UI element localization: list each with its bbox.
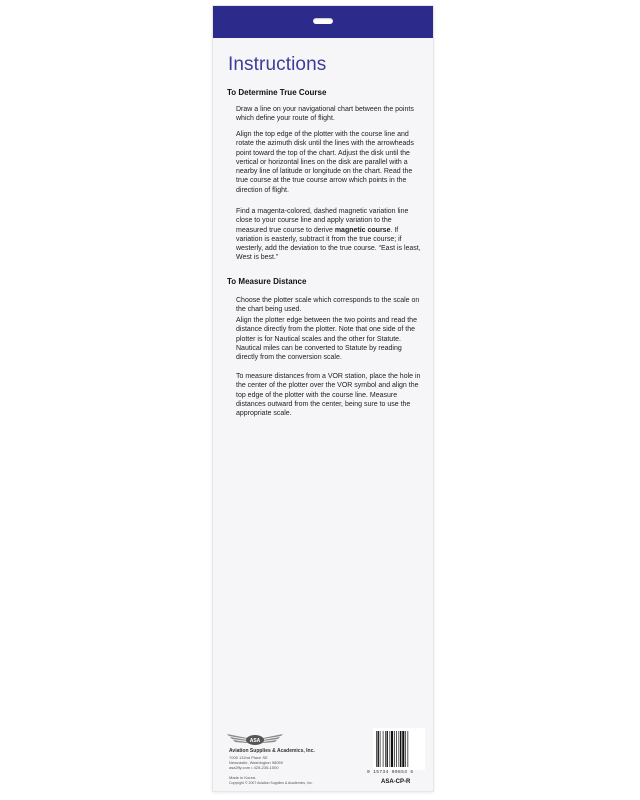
copyright: Copyright © 2007 Aviation Supplies & Academics, Inc.: [229, 781, 313, 785]
svg-text:ASA: ASA: [249, 738, 261, 744]
paragraph: Find a magenta-colored, dashed magnetic variation line close to your course line and apply variation to the measured true course to derive magnetic course. If variation is easterly, subtract it from the true course; if westerly, add the deviation to the true course. “East is least, West is best.”: [236, 208, 421, 262]
paragraph: Align the plotter edge between the two points and read the distance directly from the plotter. Note that one side of the plotter is for Nautical scales and the other for Statute. Nautical miles can be converted to Statute by reading directly from the conversion scale.: [236, 317, 417, 362]
address-line: Newcastle, Washington 98059: [229, 760, 283, 765]
asa-wings-logo-icon: [225, 728, 285, 748]
barcode-number: 0 15734 00853 6: [367, 770, 414, 775]
paragraph: Align the top edge of the plotter with the course line and rotate the azimuth disk until the lines with the arrowheads point toward the top of the chart. Adjust the disk until the vertical or horizontal lines on the disk are parallel with a nearby line of latitude or longitude on the chart. Read the true course at the true course arrow which points in the direction of flight.: [236, 131, 414, 194]
company-name: Aviation Supplies & Academics, Inc.: [229, 748, 315, 754]
section-heading-distance: To Measure Distance: [227, 277, 307, 286]
page-title: Instructions: [228, 54, 327, 75]
product-sku: ASA-CP-R: [381, 779, 411, 785]
paragraph: To measure distances from a VOR station, place the hole in the center of the plotter over the VOR symbol and align the top edge of the plotter with the course line. Measure distances outward from the center, being sure to use the appropriate scale.: [236, 373, 421, 418]
header-band: [213, 6, 433, 38]
address-line: asa2fly.com • 425-235-1500: [229, 765, 279, 770]
bold-term: magnetic course: [334, 226, 391, 234]
hang-hole: [313, 18, 333, 24]
barcode-icon: [373, 728, 425, 770]
footer: [213, 726, 433, 791]
made-in: Made in Korea.: [229, 775, 257, 780]
paragraph: Choose the plotter scale which corresponds to the scale on the chart being used.: [236, 297, 420, 314]
product-card: [213, 6, 433, 791]
address-line: 7005 132nd Place SE: [229, 755, 268, 760]
paragraph: Draw a line on your navigational chart between the points which define your route of flight.: [236, 106, 414, 123]
section-heading-true-course: To Determine True Course: [227, 88, 327, 97]
